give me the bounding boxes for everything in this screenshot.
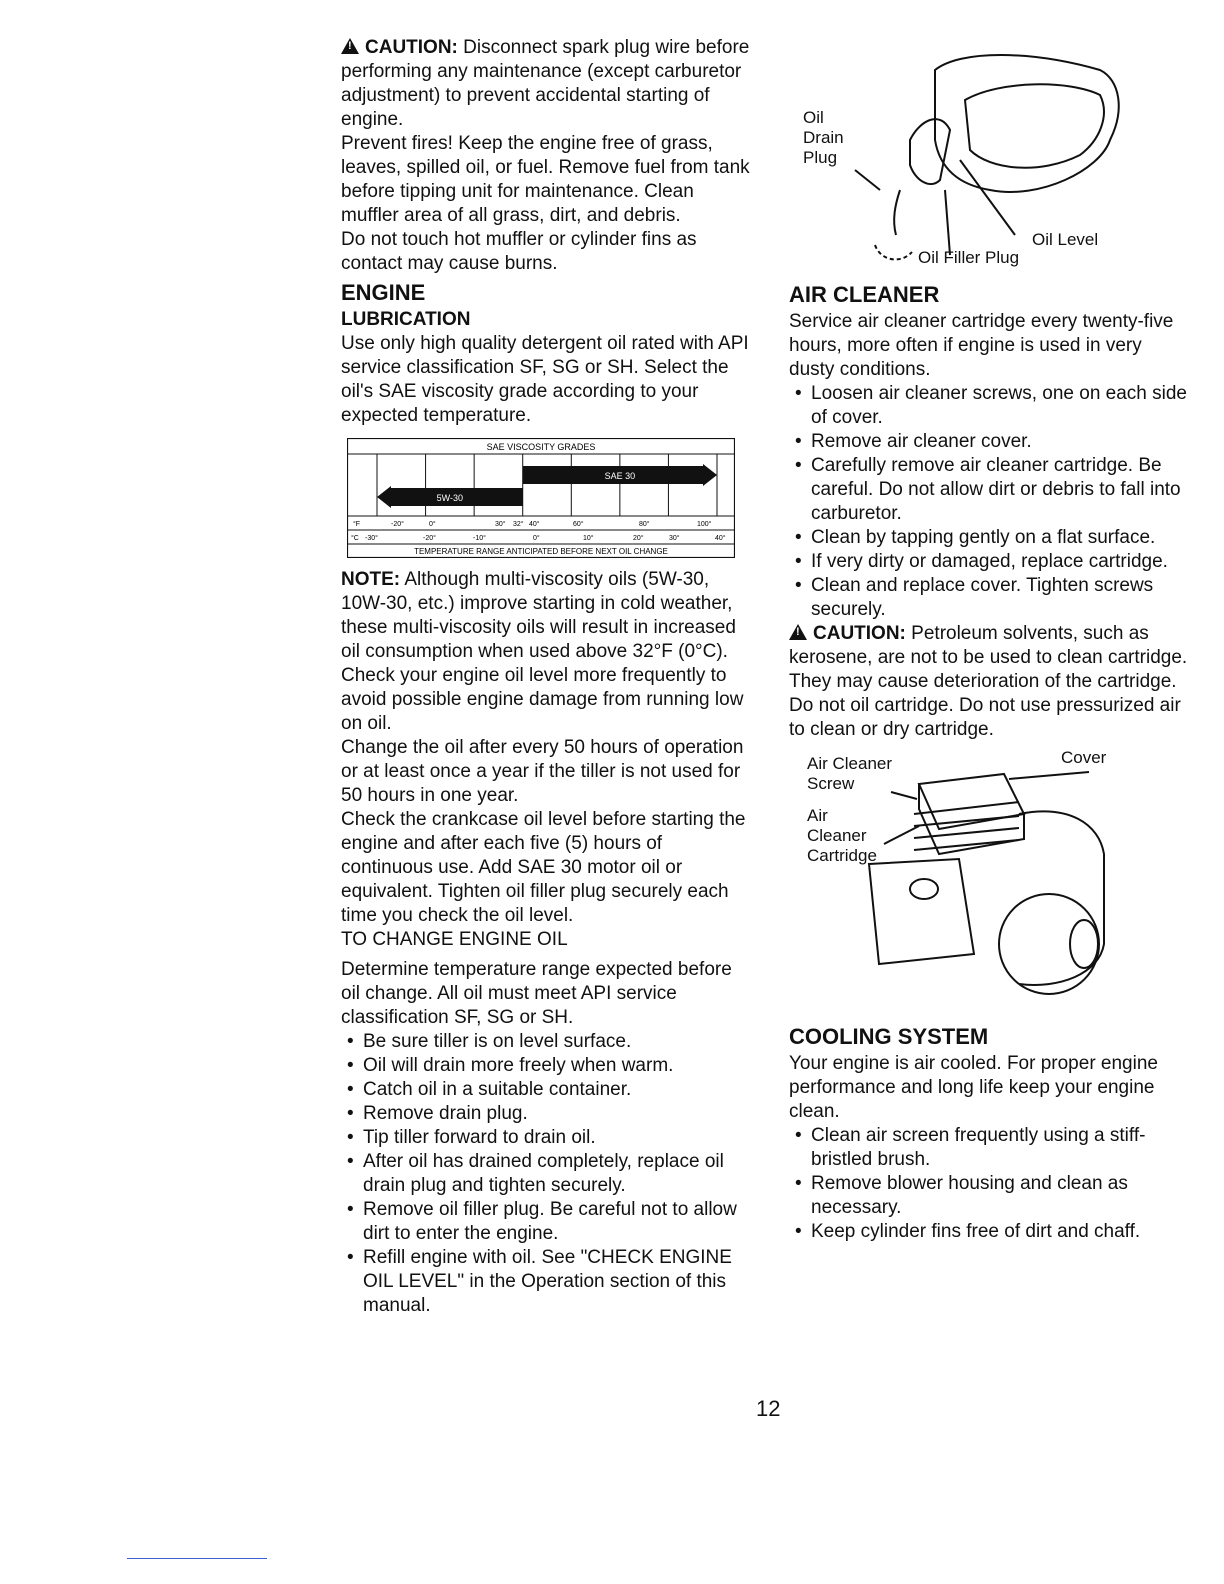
air-cleaner-figure (799, 748, 1129, 1014)
cover-leader (1009, 772, 1089, 779)
celsius-tick-label: -30° (365, 535, 378, 542)
list-item: • Catch oil in a suitable container. (341, 1078, 751, 1102)
list-item: • If very dirty or damaged, replace cartridge. (789, 550, 1189, 574)
oil-stream (894, 190, 900, 235)
caution-paragraph-2 (789, 622, 1189, 742)
celsius-tick-label: 40° (715, 535, 726, 542)
celsius-tick-label: 10° (583, 535, 594, 542)
oil-change-interval-text: Change the oil after every 50 hours of operation or at least once a year if the tiller is not used for 50 hours in one year. (341, 737, 744, 806)
fahrenheit-tick-label: 60° (573, 521, 584, 528)
oil-plug-figure (800, 40, 1130, 280)
list-item: • Oil will drain more freely when warm. (341, 1054, 751, 1078)
determine-temperature-text: Determine temperature range expected before oil change. All oil must meet API service classification SF, SG or SH. (341, 959, 732, 1028)
celsius-tick-label: -10° (473, 535, 486, 542)
oil-drain-plug-label: Oil Drain Plug (803, 108, 844, 167)
muffler-warning-text: Do not touch hot muffler or cylinder fins as contact may cause burns. (341, 229, 697, 274)
list-item: • Remove oil filler plug. Be careful not to allow dirt to enter the engine. (341, 1198, 751, 1246)
air-cleaner-text: Service air cleaner cartridge every twenty-five hours, more often if engine is used in very dusty conditions. (789, 311, 1174, 380)
celsius-tick-label: -20° (423, 535, 436, 542)
list-item: • Clean by tapping gently on a flat surface. (789, 526, 1189, 550)
celsius-tick-label: 30° (669, 535, 680, 542)
list-item: • After oil has drained completely, replace oil drain plug and tighten securely. (341, 1150, 751, 1198)
chart-title: SAE VISCOSITY GRADES (486, 442, 596, 452)
fahrenheit-tick-label: 80° (639, 521, 650, 528)
celsius-tick-label: °C (351, 535, 359, 542)
chart-bar-label: 5W-30 (436, 493, 464, 503)
note-paragraph (341, 568, 751, 736)
oil-level-leader (960, 160, 1015, 235)
fahrenheit-tick-label: 30° (495, 521, 506, 528)
list-item: • Remove blower housing and clean as necessary. (789, 1172, 1189, 1220)
caution-label: CAUTION: (365, 37, 458, 58)
right-column (789, 278, 1189, 1244)
drain-pan-outline (875, 245, 912, 259)
caution-paragraph (341, 36, 751, 132)
oil-change-steps (341, 1030, 751, 1318)
warning-triangle-icon (341, 38, 359, 54)
cooling-system-text: Your engine is air cooled. For proper engine performance and long life keep your engine clean. (789, 1053, 1158, 1122)
air-cleaner-cartridge-label: Air Cleaner Cartridge (807, 806, 877, 865)
drain-plug-leader (855, 170, 880, 190)
filler-plug-leader (945, 190, 950, 255)
air-cleaner-steps (789, 382, 1189, 622)
caution-text-2: Petroleum solvents, such as kerosene, are not to be used to clean cartridge. They may cause deterioration of the cartridge. Do not oil cartridge. Do not use pressurized air to clean or dry cartridge. (789, 623, 1188, 740)
fahrenheit-tick-label: °F (353, 521, 361, 528)
list-item: • Keep cylinder fins free of dirt and chaff. (789, 1220, 1189, 1244)
viscosity-chart-svg (347, 438, 735, 558)
caution-label-2: CAUTION: (813, 623, 906, 644)
cooling-system-heading: COOLING SYSTEM (789, 1024, 989, 1049)
list-item: • Clean air screen frequently using a stiff-bristled brush. (789, 1124, 1189, 1172)
cooling-steps (789, 1124, 1189, 1244)
chart-bar-label: SAE 30 (604, 471, 636, 481)
engine-side-outline (910, 119, 950, 184)
left-column (341, 36, 751, 1318)
lubrication-text: Use only high quality detergent oil rated with API service classification SF, SG or SH. Select the oil's SAE viscosity grade according to your expected temperature. (341, 333, 749, 426)
list-item: • Clean and replace cover. Tighten screws securely. (789, 574, 1189, 622)
air-cleaner-heading: AIR CLEANER (789, 282, 940, 307)
to-change-oil-heading: TO CHANGE ENGINE OIL (341, 929, 568, 950)
fahrenheit-tick-label: 0° (429, 521, 436, 528)
fahrenheit-tick-label: 32° (513, 521, 524, 528)
list-item: • Carefully remove air cleaner cartridge. Be careful. Do not allow dirt or debris to fall into carburetor. (789, 454, 1189, 526)
caution-text: Disconnect spark plug wire before performing any maintenance (except carburetor adjustment) to prevent accidental starting of engine. (341, 37, 750, 130)
note-label: NOTE: (341, 569, 401, 590)
note-text: Although multi-viscosity oils (5W-30, 10W-30, etc.) improve starting in cold weather, these multi-viscosity oils will result in increased oil consumption when used above 32°F (0°C). Check your engine oil level more frequently to avoid possible engine damage from running low on oil. (341, 569, 744, 734)
engine-housing-outline (935, 55, 1119, 192)
list-item: • Refill engine with oil. See "CHECK ENGINE OIL LEVEL" in the Operation section of this manual. (341, 1246, 751, 1318)
engine-heading: ENGINE (341, 280, 426, 305)
footer-rule (127, 1558, 267, 1559)
oil-check-text: Check the crankcase oil level before starting the engine and after each five (5) hours of continuous use. Add SAE 30 motor oil or equivalent. Tighten oil filler plug securely each time you check the oil level. (341, 809, 746, 926)
celsius-tick-label: 20° (633, 535, 644, 542)
warning-triangle-icon (789, 624, 807, 640)
chart-xlabel: TEMPERATURE RANGE ANTICIPATED BEFORE NEXT OIL CHANGE (414, 547, 668, 556)
list-item: • Remove drain plug. (341, 1102, 751, 1126)
flywheel-housing (999, 894, 1099, 994)
fahrenheit-tick-label: 40° (529, 521, 540, 528)
cover-label: Cover (1061, 748, 1107, 767)
oil-filler-plug-label: Oil Filler Plug (918, 248, 1020, 267)
cartridge-leader (884, 826, 919, 844)
fuel-tank-outline (869, 859, 974, 964)
list-item: • Tip tiller forward to drain oil. (341, 1126, 751, 1150)
fire-warning-text: Prevent fires! Keep the engine free of grass, leaves, spilled oil, or fuel. Remove fuel from tank before tipping unit for maintenance. Clean muffler area of all grass, dirt, and debris. (341, 133, 750, 226)
engine-block-outline (1019, 811, 1104, 985)
list-item: • Be sure tiller is on level surface. (341, 1030, 751, 1054)
lubrication-heading: LUBRICATION (341, 309, 471, 330)
fahrenheit-tick-label: 100° (697, 521, 712, 528)
list-item: • Loosen air cleaner screws, one on each side of cover. (789, 382, 1189, 430)
list-item: • Remove air cleaner cover. (789, 430, 1189, 454)
fuel-cap (910, 879, 938, 899)
celsius-tick-label: 0° (533, 535, 540, 542)
starter-cup (1070, 920, 1098, 968)
air-cleaner-screw-label: Air Cleaner Screw (807, 754, 893, 793)
engine-shroud-outline (965, 84, 1104, 167)
viscosity-chart (347, 438, 735, 558)
page-number: 12 (756, 1396, 781, 1421)
fahrenheit-tick-label: -20° (391, 521, 404, 528)
oil-level-label: Oil Level (1032, 230, 1099, 249)
